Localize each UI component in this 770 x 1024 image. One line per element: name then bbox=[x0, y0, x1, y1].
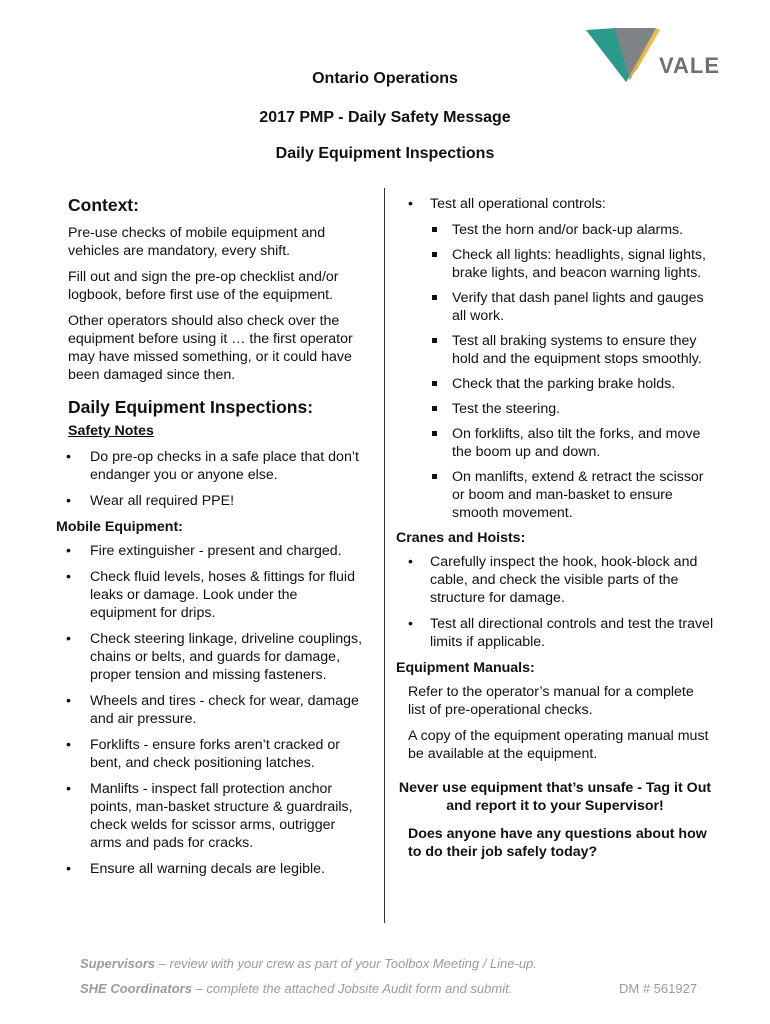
safety-notes-list bbox=[56, 448, 366, 510]
context-paragraph: Fill out and sign the pre-op checklist and/or logbook, before first use of the equipment. bbox=[68, 269, 339, 303]
list-item: • Wheels and tires - check for wear, damage and air pressure. bbox=[56, 692, 366, 728]
list-item: • Check steering linkage, driveline couplings, chains or belts, and guards for damage, proper tension and missing fasteners. bbox=[56, 630, 366, 684]
safety-notes-heading: Safety Notes bbox=[68, 423, 154, 439]
list-item: On forklifts, also tilt the forks, and move the boom up and down. bbox=[396, 425, 714, 461]
list-item: • Forklifts - ensure forks aren’t cracked or bent, and check positioning latches. bbox=[56, 736, 366, 772]
controls-list bbox=[396, 195, 714, 213]
right-column bbox=[396, 195, 714, 861]
list-item: • Ensure all warning decals are legible. bbox=[56, 860, 366, 878]
footer-she-text: – complete the attached Jobsite Audit form and submit. bbox=[191, 981, 513, 996]
cranes-hoists-list bbox=[396, 553, 714, 651]
context-paragraph: Pre-use checks of mobile equipment and vehicles are mandatory, every shift. bbox=[68, 225, 326, 259]
manuals-paragraph: A copy of the equipment operating manual must be available at the equipment. bbox=[408, 728, 709, 762]
left-column bbox=[56, 192, 366, 886]
list-item: • Fire extinguisher - present and charged. bbox=[56, 542, 366, 560]
list-item: • Do pre-op checks in a safe place that don’t endanger you or anyone else. bbox=[56, 448, 366, 484]
safety-warning: Never use equipment that’s unsafe - Tag it Out and report it to your Supervisor! bbox=[398, 780, 712, 814]
list-item: Verify that dash panel lights and gauges all work. bbox=[396, 289, 714, 325]
column-divider bbox=[384, 188, 385, 923]
list-item: • Wear all required PPE! bbox=[56, 492, 366, 510]
footer-she-coordinators bbox=[80, 981, 512, 996]
equipment-manuals-heading: Equipment Manuals: bbox=[396, 660, 535, 676]
mobile-equipment-list bbox=[56, 542, 366, 878]
manuals-paragraph: Refer to the operator’s manual for a complete list of pre-operational checks. bbox=[408, 684, 694, 718]
closing-question: Does anyone have any questions about how to do their job safely today? bbox=[408, 826, 707, 860]
list-item: Test all braking systems to ensure they hold and the equipment stops smoothly. bbox=[396, 332, 714, 368]
list-item: Test the steering. bbox=[396, 400, 714, 418]
title-daily-safety-message: 2017 PMP - Daily Safety Message bbox=[259, 109, 511, 126]
list-item: Test the horn and/or back-up alarms. bbox=[396, 221, 714, 239]
footer-she-label: SHE Coordinators bbox=[80, 981, 192, 996]
mobile-equipment-heading: Mobile Equipment: bbox=[56, 519, 183, 535]
list-item: • Test all directional controls and test the travel limits if applicable. bbox=[396, 615, 714, 651]
list-item: Check that the parking brake holds. bbox=[396, 375, 714, 393]
list-item: • Manlifts - inspect fall protection anchor points, man-basket structure & guardrails, check welds for scissor arms, outrigger arms and pads for cracks. bbox=[56, 780, 366, 852]
list-item: On manlifts, extend & retract the scissor or boom and man-basket to ensure smooth movement. bbox=[396, 468, 714, 522]
context-paragraph: Other operators should also check over the equipment before using it … the first operator may have missed something, or it could have been damaged since then. bbox=[68, 313, 353, 383]
controls-heading: • Test all operational controls: bbox=[396, 195, 714, 213]
footer-supervisors-label: Supervisors bbox=[80, 956, 156, 971]
daily-inspections-heading: Daily Equipment Inspections: bbox=[68, 397, 314, 417]
controls-sublist bbox=[396, 221, 714, 522]
list-item: • Check fluid levels, hoses & fittings for fluid leaks or damage. Look under the equipment for drips. bbox=[56, 568, 366, 622]
context-heading: Context: bbox=[68, 195, 139, 215]
footer-supervisors bbox=[80, 956, 537, 971]
title-daily-equipment-inspections: Daily Equipment Inspections bbox=[275, 145, 495, 162]
logo-text: VALE bbox=[659, 53, 721, 78]
list-item: • Carefully inspect the hook, hook-block and cable, and check the visible parts of the structure for damage. bbox=[396, 553, 714, 607]
footer-supervisors-text: – review with your crew as part of your Toolbox Meeting / Line-up. bbox=[155, 956, 537, 971]
document-number: DM # 561927 bbox=[619, 981, 698, 996]
list-item: Check all lights: headlights, signal lights, brake lights, and beacon warning lights. bbox=[396, 246, 714, 282]
title-ontario-operations: Ontario Operations bbox=[312, 70, 458, 87]
cranes-hoists-heading: Cranes and Hoists: bbox=[396, 530, 526, 546]
